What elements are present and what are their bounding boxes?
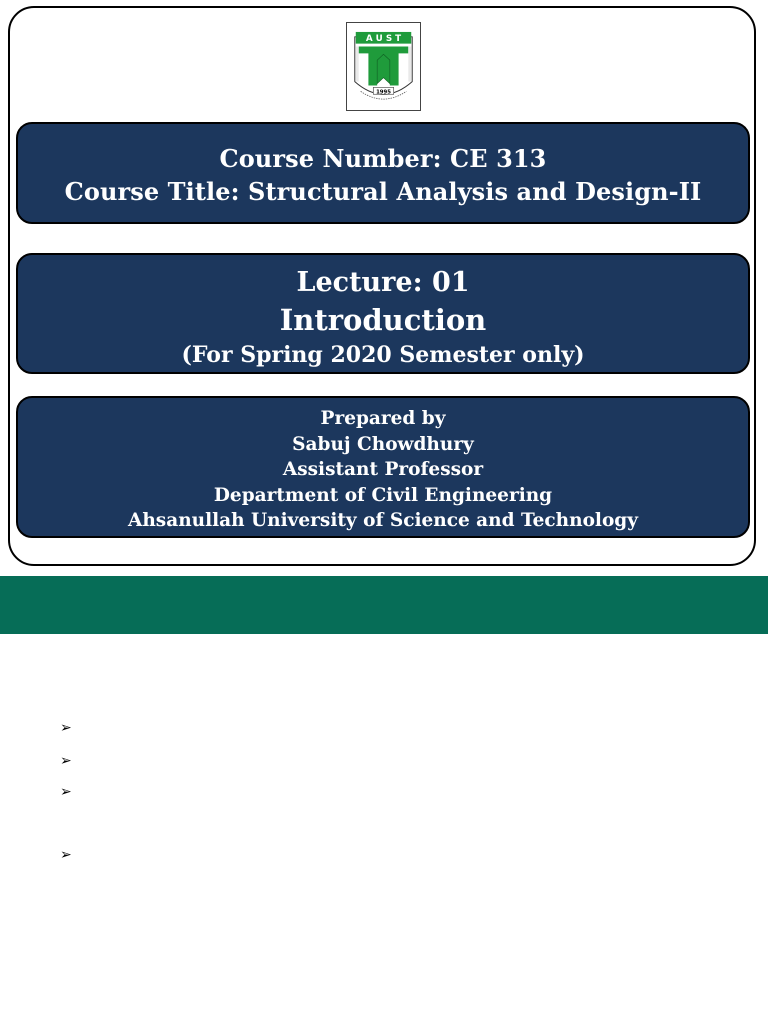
- bullet-marker: ➢: [60, 720, 72, 736]
- lecture-topic: Introduction: [279, 303, 487, 337]
- aust-logo-icon: [346, 22, 421, 111]
- bullet-marker: ➢: [60, 847, 72, 863]
- slide-header-band: [0, 576, 768, 634]
- lecture-number: Lecture: 01: [296, 267, 470, 298]
- author-university: Ahsanullah University of Science and Technology: [128, 510, 638, 531]
- logo-top-text: A U S T: [365, 34, 402, 45]
- course-info-box: [16, 122, 750, 224]
- author-name: Sabuj Chowdhury: [292, 433, 474, 455]
- author-info-box: [16, 396, 750, 538]
- author-designation: Assistant Professor: [282, 459, 484, 480]
- lecture-info-box: [16, 253, 750, 374]
- course-number: Course Number: CE 313: [219, 144, 547, 173]
- semester-note: (For Spring 2020 Semester only): [181, 342, 585, 368]
- logo-year: 1995: [376, 89, 391, 96]
- author-department: Department of Civil Engineering: [213, 484, 553, 506]
- prepared-by-label: Prepared by: [320, 408, 446, 429]
- bullet-marker: ➢: [60, 784, 72, 800]
- bullet-marker: ➢: [60, 753, 72, 769]
- course-title: Course Title: Structural Analysis and Design-II: [64, 177, 702, 206]
